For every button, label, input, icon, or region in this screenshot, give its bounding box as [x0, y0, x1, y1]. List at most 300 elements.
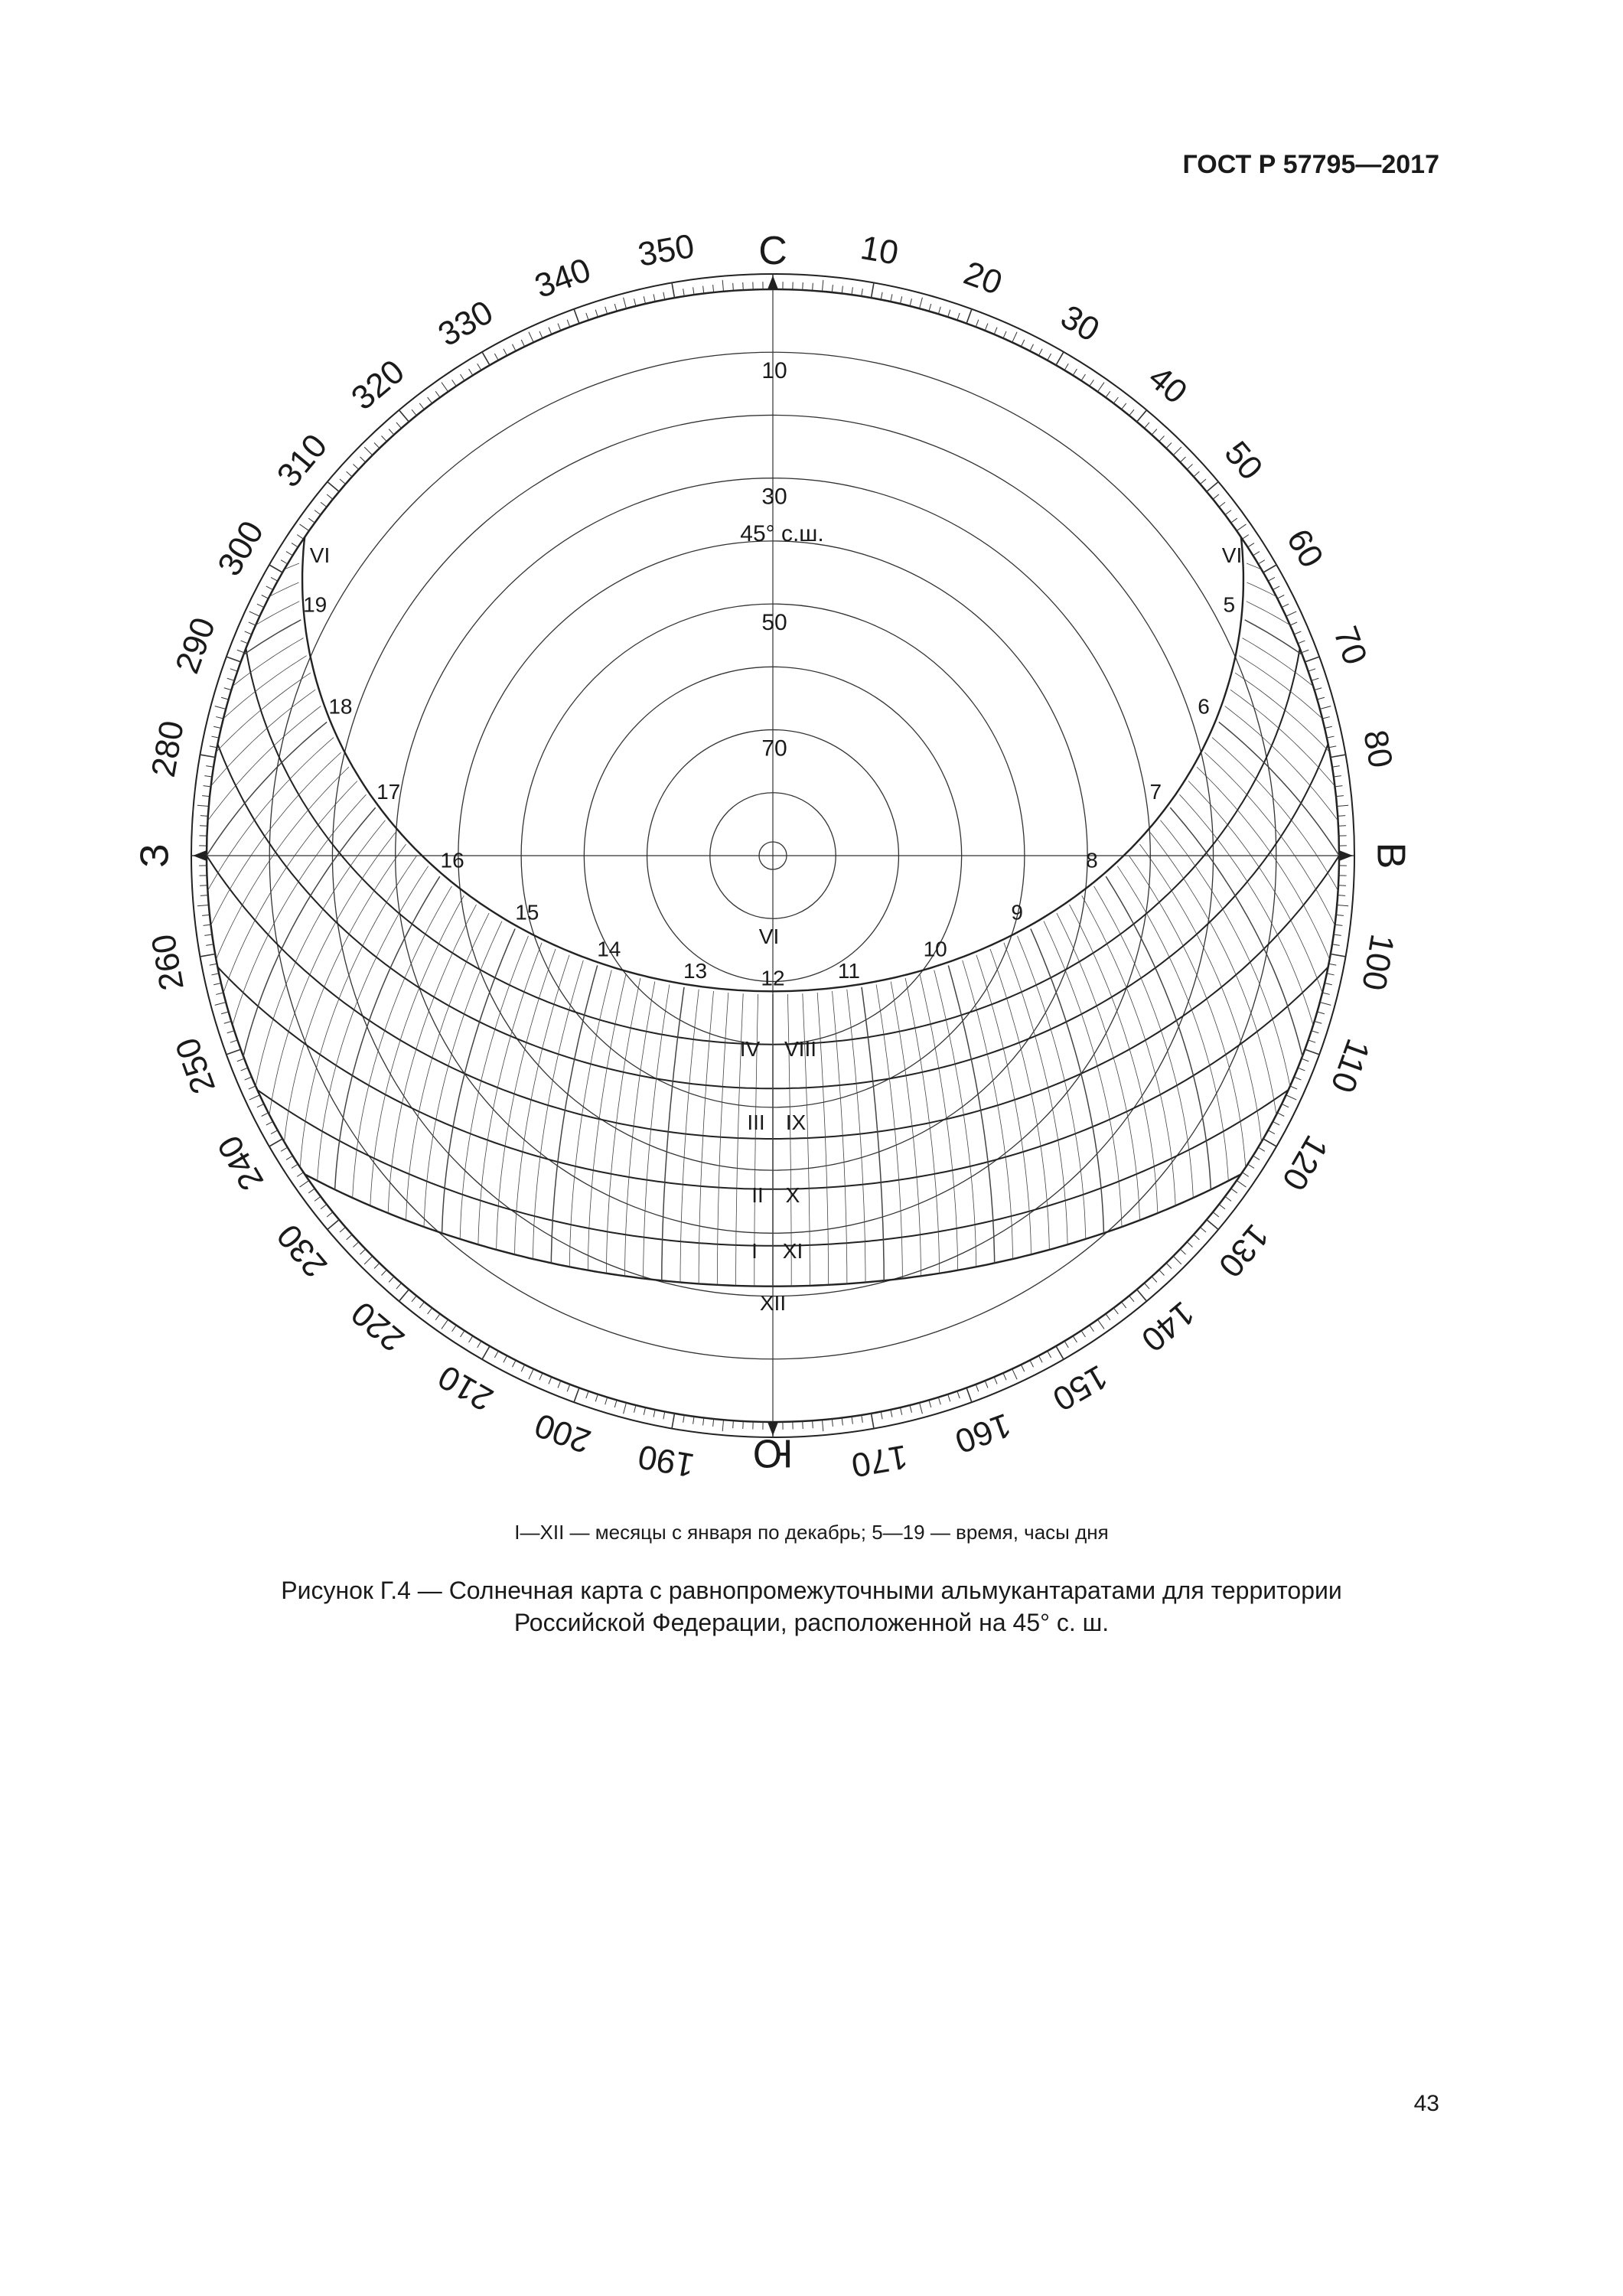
azimuth-tick — [1090, 1325, 1094, 1331]
azimuth-tick — [713, 285, 714, 292]
azimuth-tick — [1335, 786, 1342, 787]
hour-label: 13 — [683, 958, 708, 983]
azimuth-label: 300 — [210, 514, 272, 582]
azimuth-tick — [539, 331, 543, 338]
legend-text: I—XII — месяцы с января по декабрь; 5—19 — время, часы дня — [514, 1521, 1109, 1544]
azimuth-tick — [1302, 650, 1309, 653]
azimuth-tick — [567, 320, 570, 327]
azimuth-tick — [1207, 481, 1218, 491]
azimuth-tick — [1064, 364, 1068, 370]
azimuth-tick — [929, 304, 931, 311]
azimuth-tick — [713, 1419, 714, 1427]
hour-label: 11 — [837, 958, 860, 983]
cardinal-arrow-icon — [193, 850, 207, 861]
azimuth-tick — [1137, 410, 1147, 422]
azimuth-tick — [1122, 403, 1126, 409]
azimuth-tick — [328, 1220, 339, 1230]
azimuth-tick — [1219, 502, 1225, 507]
cardinal-east: В — [1368, 842, 1413, 869]
azimuth-tick — [683, 1415, 685, 1423]
azimuth-tick — [832, 1419, 833, 1427]
azimuth-tick — [722, 1420, 723, 1431]
azimuth-tick — [237, 1058, 244, 1062]
azimuth-tick — [1298, 641, 1305, 644]
azimuth-tick — [353, 1242, 358, 1247]
azimuth-tick — [200, 816, 208, 817]
azimuth-tick — [412, 409, 416, 416]
azimuth-label: 240 — [210, 1129, 272, 1197]
azimuth-tick — [477, 1341, 481, 1348]
azimuth-tick — [504, 1355, 507, 1362]
azimuth-tick — [396, 1283, 402, 1289]
azimuth-tick — [281, 1147, 288, 1151]
azimuth-tick — [900, 296, 901, 304]
azimuth-tick — [1003, 331, 1006, 338]
azimuth-tick — [200, 895, 208, 896]
azimuth-tick — [271, 577, 278, 581]
azimuth-tick — [1248, 1164, 1254, 1168]
azimuth-tick — [347, 471, 352, 477]
azimuth-tick — [249, 622, 256, 625]
azimuth-tick — [224, 1021, 232, 1023]
azimuth-label: 220 — [344, 1293, 412, 1359]
azimuth-tick — [1305, 657, 1319, 662]
azimuth-tick — [461, 374, 464, 380]
azimuth-tick — [1327, 974, 1335, 975]
azimuth-tick — [1305, 1049, 1319, 1055]
azimuth-tick — [262, 1113, 269, 1117]
azimuth-tick — [920, 1403, 923, 1414]
azimuth-tick — [1298, 1068, 1305, 1071]
azimuth-tick — [1021, 340, 1024, 347]
azimuth-tick — [1286, 612, 1297, 616]
azimuth-tick — [1194, 471, 1199, 477]
azimuth-tick — [442, 383, 448, 392]
azimuth-tick — [1159, 435, 1165, 441]
azimuth-tick — [1166, 1263, 1172, 1268]
azimuth-tick — [832, 285, 833, 292]
azimuth-tick — [1338, 895, 1345, 896]
azimuth-label: 50 — [1217, 434, 1270, 488]
azimuth-tick — [419, 1302, 424, 1308]
azimuth-tick — [1325, 983, 1332, 984]
azimuth-tick — [412, 1296, 416, 1302]
hour-label: 6 — [1198, 694, 1210, 719]
hour-line — [1247, 563, 1540, 885]
azimuth-tick — [1253, 1156, 1260, 1159]
azimuth-label: 230 — [269, 1217, 335, 1284]
azimuth-tick — [1180, 457, 1185, 462]
azimuth-tick — [202, 796, 210, 797]
azimuth-tick — [241, 1068, 248, 1071]
azimuth-tick — [340, 1227, 346, 1232]
azimuth-tick — [204, 786, 211, 787]
azimuth-tick — [624, 298, 627, 308]
azimuth-tick — [374, 442, 380, 448]
hour-label: 10 — [923, 937, 947, 961]
azimuth-tick — [262, 595, 269, 599]
azimuth-tick — [733, 283, 734, 291]
azimuth-tick — [1231, 518, 1237, 523]
azimuth-tick — [308, 518, 314, 523]
azimuth-tick — [297, 1172, 303, 1177]
azimuth-tick — [1263, 1139, 1276, 1146]
azimuth-tick — [1328, 964, 1336, 965]
azimuth-tick — [419, 403, 424, 409]
azimuth-label: 100 — [1354, 931, 1402, 993]
azimuth-tick — [1320, 1003, 1331, 1006]
hour-label: 18 — [328, 694, 353, 719]
hour-label: 5 — [1223, 592, 1236, 617]
azimuth-tick — [1312, 1031, 1319, 1033]
azimuth-tick — [1337, 805, 1348, 806]
cardinal-west: З — [132, 843, 178, 868]
azimuth-tick — [1332, 944, 1340, 946]
azimuth-tick — [1159, 1270, 1165, 1275]
azimuth-tick — [200, 885, 207, 886]
azimuth-tick — [900, 1407, 901, 1415]
azimuth-tick — [396, 422, 402, 429]
hour-line — [1245, 620, 1501, 949]
azimuth-tick — [221, 697, 229, 700]
altitude-labels — [761, 358, 787, 761]
azimuth-tick — [364, 1256, 373, 1264]
azimuth-tick — [230, 669, 237, 671]
azimuth-tick — [976, 1384, 979, 1391]
azimuth-tick — [822, 1420, 823, 1431]
azimuth-tick — [347, 1234, 352, 1240]
azimuth-tick — [605, 307, 608, 315]
azimuth-tick — [452, 380, 457, 386]
azimuth-tick — [1331, 755, 1346, 757]
azimuth-tick — [1207, 1220, 1218, 1230]
azimuth-tick — [452, 1325, 457, 1331]
azimuth-tick — [614, 1400, 617, 1407]
azimuth-tick — [197, 805, 209, 806]
azimuth-tick — [249, 612, 260, 616]
azimuth-tick — [1317, 1012, 1325, 1014]
azimuth-tick — [574, 1388, 579, 1402]
azimuth-tick — [871, 283, 873, 298]
azimuth-tick — [1038, 1355, 1042, 1362]
azimuth-tick — [227, 1031, 235, 1033]
azimuth-tick — [210, 964, 217, 965]
azimuth-tick — [1030, 1360, 1034, 1367]
azimuth-label: 140 — [1134, 1293, 1201, 1359]
azimuth-tick — [1073, 369, 1077, 375]
hour-line — [990, 949, 1049, 1250]
azimuth-tick — [1056, 1346, 1064, 1359]
azimuth-tick — [938, 307, 940, 315]
azimuth-tick — [663, 1411, 665, 1419]
hour-line — [1057, 913, 1140, 1220]
azimuth-tick — [862, 289, 863, 296]
azimuth-label: 340 — [530, 250, 596, 306]
azimuth-tick — [435, 391, 440, 397]
azimuth-tick — [1144, 422, 1149, 429]
azimuth-tick — [213, 726, 221, 728]
azimuth-label: 80 — [1356, 727, 1400, 771]
azimuth-tick — [693, 287, 694, 295]
azimuth-tick — [428, 1308, 432, 1314]
azimuth-label: 330 — [432, 293, 500, 354]
hour-line — [680, 990, 699, 1283]
hour-line — [1219, 722, 1413, 1052]
azimuth-tick — [364, 447, 373, 455]
cardinal-north: С — [758, 229, 787, 273]
azimuth-tick — [504, 349, 507, 356]
azimuth-tick — [1302, 1058, 1309, 1062]
azimuth-tick — [862, 1415, 863, 1423]
azimuth-tick — [948, 310, 950, 318]
azimuth-tick — [1097, 1319, 1104, 1329]
hour-line — [388, 905, 476, 1213]
altitude-label: 70 — [761, 735, 787, 762]
azimuth-tick — [513, 344, 517, 351]
azimuth-label: 40 — [1141, 358, 1194, 412]
azimuth-tick — [1073, 1336, 1077, 1342]
azimuth-tick — [435, 1314, 440, 1320]
azimuth-tick — [204, 776, 212, 777]
azimuth-tick — [1012, 1369, 1017, 1380]
azimuth-tick — [1048, 354, 1051, 360]
hour-line — [1234, 484, 1582, 785]
azimuth-tick — [614, 304, 617, 311]
azimuth-tick — [286, 1156, 292, 1159]
azimuth-tick — [1325, 726, 1332, 728]
azimuth-tick — [539, 1373, 543, 1380]
hour-line — [1192, 381, 1608, 627]
azimuth-tick — [281, 560, 288, 564]
azimuth-label: 20 — [959, 254, 1007, 302]
azimuth-tick — [683, 289, 685, 296]
azimuth-tick — [653, 294, 655, 302]
azimuth-tick — [1277, 1113, 1284, 1117]
page-header: ГОСТ Р 57795—2017 — [1182, 150, 1439, 179]
azimuth-tick — [1248, 543, 1254, 547]
azimuth-tick — [1012, 332, 1017, 343]
azimuth-tick — [1187, 1242, 1192, 1247]
month-vi-noon: VI — [758, 925, 780, 948]
hour-line — [833, 991, 847, 1283]
hour-line — [569, 970, 611, 1267]
azimuth-tick — [211, 736, 219, 738]
azimuth-tick — [1038, 349, 1042, 356]
azimuth-tick — [1294, 631, 1301, 634]
figure-caption — [0, 1575, 1623, 1639]
azimuth-tick — [340, 479, 346, 484]
azimuth-tick — [353, 465, 358, 470]
azimuth-tick — [1286, 1095, 1297, 1100]
azimuth-tick — [1219, 1205, 1225, 1209]
azimuth-tick — [1122, 1302, 1126, 1308]
azimuth-tick — [663, 292, 665, 300]
azimuth-tick — [1152, 429, 1157, 435]
hour-line — [406, 913, 490, 1220]
azimuth-tick — [733, 1420, 734, 1428]
azimuth-tick — [891, 1410, 892, 1417]
azimuth-tick — [624, 1403, 627, 1414]
azimuth-label: 190 — [635, 1437, 697, 1485]
hour-label: 16 — [440, 848, 464, 872]
month-xii: XII — [759, 1291, 787, 1315]
azimuth-tick — [703, 286, 704, 294]
azimuth-tick — [558, 324, 561, 331]
azimuth-tick — [1258, 560, 1265, 564]
azimuth-label: 120 — [1274, 1129, 1335, 1197]
azimuth-tick — [1263, 565, 1276, 572]
hour-line — [1204, 402, 1607, 662]
azimuth-tick — [210, 746, 217, 748]
azimuth-label: 280 — [144, 718, 191, 780]
azimuth-tick — [482, 1346, 490, 1359]
azimuth-tick — [269, 1139, 282, 1146]
azimuth-tick — [1194, 1234, 1199, 1240]
azimuth-tick — [1282, 604, 1289, 607]
azimuth-tick — [1338, 885, 1346, 886]
azimuth-tick — [910, 298, 911, 306]
azimuth-label: 250 — [168, 1032, 223, 1099]
azimuth-tick — [938, 1397, 940, 1405]
azimuth-tick — [881, 292, 882, 300]
azimuth-tick — [1200, 1227, 1206, 1232]
azimuth-tick — [1258, 1147, 1265, 1151]
azimuth-tick — [1320, 706, 1331, 709]
hour-line — [497, 949, 556, 1250]
azimuth-tick — [321, 502, 327, 507]
azimuth-tick — [360, 457, 365, 462]
azimuth-label: 110 — [1323, 1034, 1377, 1097]
caption-line-2: Российской Федерации, расположенной на 45° с. ш. — [513, 1608, 1110, 1636]
month-ix: IX — [785, 1110, 807, 1134]
azimuth-tick — [227, 1049, 241, 1055]
month-iv: IV — [739, 1037, 761, 1061]
azimuth-tick — [1144, 1283, 1149, 1289]
azimuth-label: 130 — [1211, 1217, 1276, 1284]
azimuth-tick — [360, 1249, 365, 1254]
azimuth-label: 150 — [1046, 1357, 1114, 1418]
azimuth-tick — [257, 604, 264, 607]
azimuth-tick — [328, 481, 339, 491]
azimuth-tick — [521, 340, 524, 347]
azimuth-tick — [985, 1381, 988, 1388]
azimuth-tick — [482, 352, 490, 365]
azimuth-tick — [595, 1394, 598, 1402]
azimuth-tick — [574, 309, 579, 324]
azimuth-tick — [1242, 535, 1248, 540]
azimuth-tick — [948, 1394, 950, 1402]
azimuth-tick — [672, 1414, 674, 1429]
azimuth-tick — [245, 631, 252, 634]
azimuth-label: 60 — [1279, 523, 1331, 575]
azimuth-tick — [966, 309, 972, 324]
hour-label: 12 — [761, 966, 785, 990]
azimuth-tick — [703, 1417, 704, 1425]
azimuth-label: 320 — [344, 352, 412, 418]
azimuth-tick — [976, 320, 979, 327]
month-ii: II — [751, 1183, 764, 1207]
month-x: X — [785, 1183, 800, 1207]
azimuth-tick — [1048, 1351, 1051, 1358]
hour-label: 15 — [515, 900, 539, 925]
azimuth-tick — [200, 954, 216, 956]
azimuth-tick — [1315, 688, 1322, 690]
azimuth-tick — [1334, 776, 1341, 777]
azimuth-tick — [1273, 1121, 1279, 1125]
azimuth-tick — [206, 944, 213, 946]
hour-label: 14 — [597, 937, 621, 961]
azimuth-tick — [461, 1331, 464, 1337]
azimuth-tick — [271, 1130, 278, 1134]
month-vi-right: VI — [1221, 543, 1243, 567]
azimuth-tick — [1242, 1172, 1248, 1177]
azimuth-tick — [494, 1351, 498, 1358]
azimuth-tick — [1129, 1296, 1134, 1302]
azimuth-tick — [469, 369, 473, 375]
hour-line — [1221, 442, 1596, 727]
azimuth-tick — [269, 565, 282, 572]
azimuth-tick — [1315, 1021, 1322, 1023]
azimuth-tick — [389, 1277, 394, 1282]
azimuth-tick — [1282, 1104, 1289, 1107]
azimuth-label: 160 — [950, 1405, 1016, 1461]
azimuth-tick — [634, 298, 636, 306]
azimuth-tick — [266, 586, 273, 590]
azimuth-tick — [249, 1086, 256, 1089]
azimuth-tick — [1173, 447, 1181, 455]
azimuth-label: 290 — [168, 612, 223, 679]
azimuth-tick — [644, 1407, 645, 1415]
azimuth-tick — [300, 1180, 309, 1187]
hour-line — [424, 921, 502, 1228]
azimuth-label: 210 — [432, 1357, 500, 1418]
azimuth-tick — [558, 1381, 561, 1388]
azimuth-tick — [399, 410, 409, 422]
azimuth-tick — [215, 706, 226, 709]
month-vi-left: VI — [309, 543, 331, 567]
azimuth-tick — [389, 429, 394, 435]
azimuth-tick — [1081, 374, 1085, 380]
hour-line — [0, 402, 342, 662]
azimuth-tick — [266, 1121, 273, 1125]
latitude-label: 45° с.ш. — [740, 521, 824, 546]
azimuth-tick — [693, 1417, 694, 1424]
azimuth-tick — [1327, 736, 1335, 738]
azimuth-tick — [994, 328, 997, 334]
azimuth-tick — [743, 1421, 744, 1429]
hour-line — [699, 991, 713, 1283]
azimuth-tick — [586, 1391, 588, 1398]
hour-line — [1213, 422, 1602, 696]
azimuth-tick — [286, 552, 292, 556]
month-iii: III — [747, 1110, 765, 1134]
cardinal-south: Ю — [752, 1430, 794, 1476]
azimuth-label: 350 — [635, 227, 697, 274]
hour-line — [0, 381, 354, 627]
azimuth-tick — [567, 1384, 570, 1391]
azimuth-tick — [1231, 1189, 1237, 1193]
azimuth-tick — [1097, 383, 1104, 392]
azimuth-tick — [1021, 1365, 1024, 1371]
azimuth-tick — [428, 397, 432, 403]
hour-line — [934, 970, 976, 1267]
azimuth-tick — [200, 826, 207, 827]
azimuth-tick — [477, 364, 481, 370]
hour-line — [1070, 905, 1158, 1213]
azimuth-tick — [521, 1365, 524, 1371]
azimuth-tick — [1334, 934, 1341, 935]
azimuth-tick — [215, 1003, 226, 1006]
